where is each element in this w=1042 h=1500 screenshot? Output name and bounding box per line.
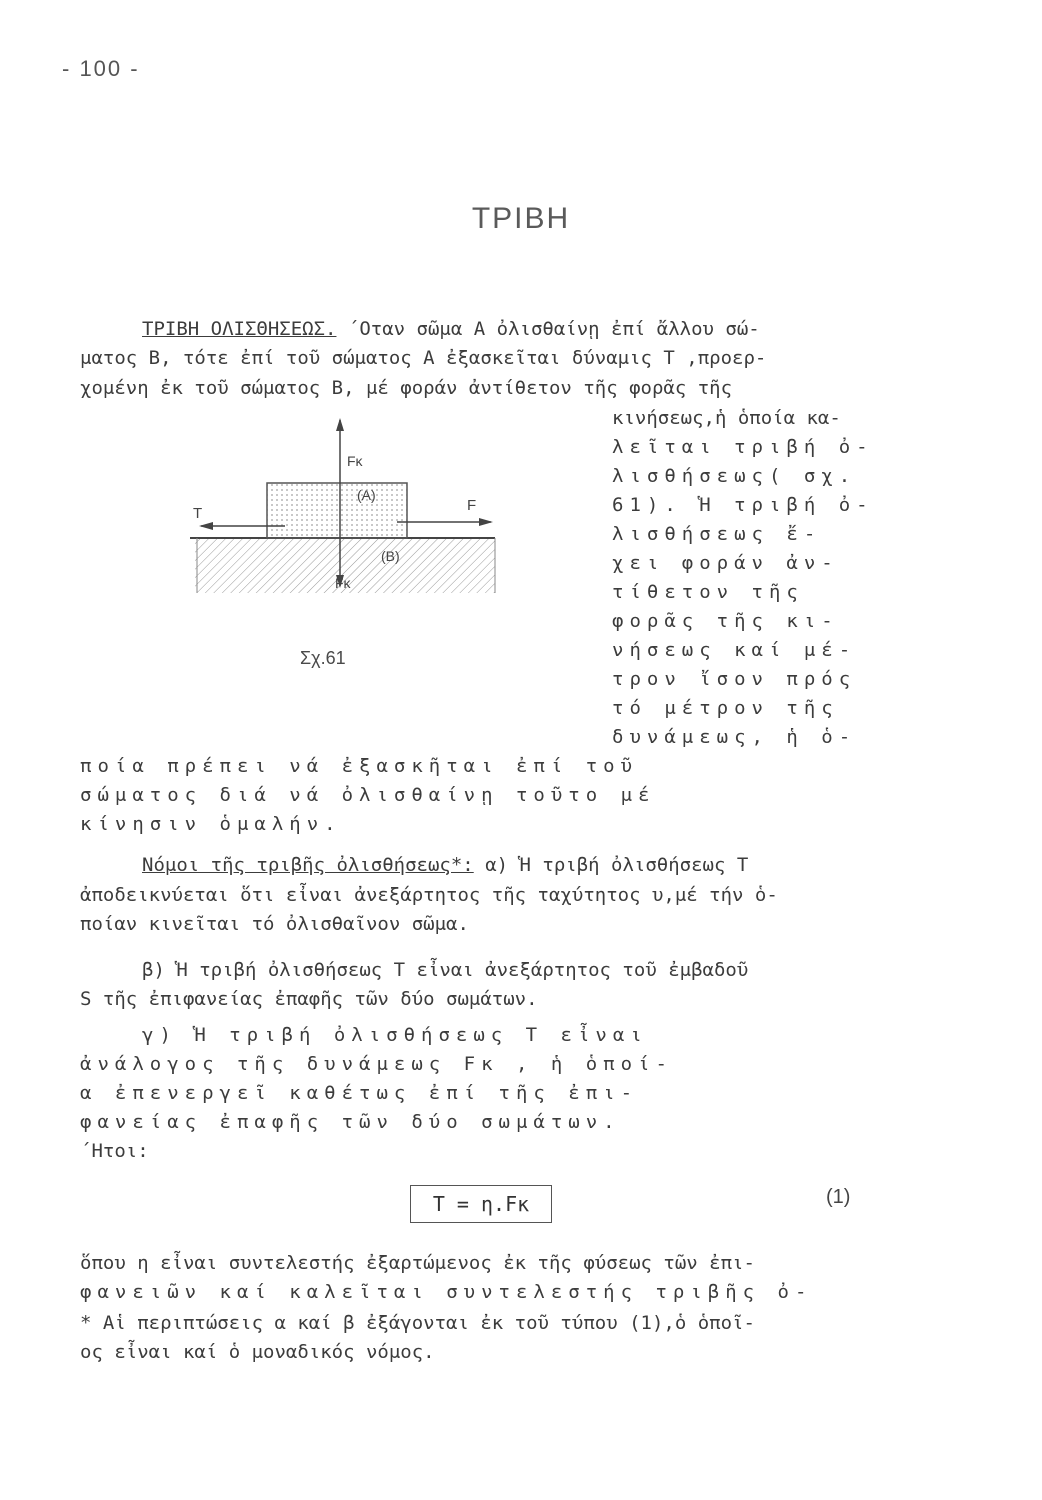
closing-line-1: ὅπου η εἶναι συντελεστής ἐξαρτώμενος ἐκ τῆς φύσεως τῶν ἐπι- <box>80 1252 755 1274</box>
laws-b-line-1: β) Ἡ τριβή ὀλισθήσεως Τ εἶναι ἀνεξάρτητος τοῦ ἐμβαδοῦ <box>142 959 749 981</box>
paragraph-line-3: χομένη ἐκ τοῦ σώματος Β, μέ φοράν ἀντίθετον τῆς φορᾶς τῆς <box>80 377 733 399</box>
paragraph-line-1: ΤΡΙΒΗ ΟΛΙΣΘΗΣΕΩΣ. ΄Οταν σῶμα Α ὀλισθαίνῃ ἐπί ἄλλου σώ- <box>142 318 760 340</box>
label-f: F <box>467 497 477 514</box>
laws-a-line-2: ἀποδεικνύεται ὅτι εἶναι ἀνεξάρτητος τῆς ταχύτητος υ,μέ τήν ὁ- <box>80 884 778 906</box>
full-line-3: κίνησιν ὁμαλήν. <box>80 813 342 835</box>
laws-line-1: Νόμοι τῆς τριβῆς ὀλισθήσεως*: α) Ἡ τριβή ὀλισθήσεως Τ <box>142 854 749 876</box>
laws-c-line-2: ἀνάλογος τῆς δυνάμεως Fκ , ἡ ὁποί- <box>80 1053 673 1075</box>
laws-a-line-3: ποίαν κινεῖται τό ὀλισθαῖνον σῶμα. <box>80 913 469 935</box>
document-page: - 100 - ΤΡΙΒΗ ΤΡΙΒΗ ΟΛΙΣΘΗΣΕΩΣ. ΄Οταν σῶμα Α ὀλισθαίνῃ ἐπί ἄλλου σώ- ματος Β, τότε ἐπί τοῦ σώματος Α ἐξασκεῖται δύναμις Τ ,προερ- χομένη ἐκ τοῦ σώματος Β, μέ φοράν ἀντίθετον τῆς φορᾶς τῆς κινήσεως,ἡ ὁποία κα- λεῖται τριβή ὀ- λισθήσεως( σχ. 61). Ἡ τριβή ὀ- λισθήσεως ἔ- χει φοράν ἀν- τίθετον τῆς φορᾶς τῆς κι- νήσεως καί μέ- τρον ἴσον πρός τό μέτρον τῆς δυνάμεως, ἡ ὁ- Fκ (Α) (Β) Fκ T F Σχ.61 ποία πρέπει νά ἐξασκῆται ἐπί τοῦ σώματος διά νά ὀλισθαίνῃ τοῦτο μέ κίνησιν ὁμαλήν. Νόμοι τῆς τριβῆς ὀλισθήσεως*: α) Ἡ τριβή ὀλισθήσεως Τ ἀποδεικνύεται ὅτι εἶναι ἀνεξάρτητος τῆς ταχύτητος υ,μέ τήν ὁ- ποίαν κινεῖται τό ὀλισθαῖνον σῶμα. β) Ἡ τριβή ὀλισθήσεως Τ εἶναι ἀνεξάρτητος τοῦ ἐμβαδοῦ S τῆς ἐπιφανείας ἐπαφῆς τῶν δύο σωμάτων. γ) Ἡ τριβή ὀλισθήσεως Τ εἶναι ἀνάλογος τῆς δυνάμεως Fκ , ἡ ὁποί- α ἐπενεργεῖ καθέτως ἐπί τῆς ἐπι- φανείας ἐπαφῆς τῶν δύο σωμάτων. ΄Ητοι: T = η.Fκ (1) ὅπου η εἶναι συντελεστής ἐξαρτώμενος ἐκ τῆς φύσεως τῶν ἐπι- φανειῶν καί καλεῖται συντελεστής τριβῆς ὀ- * Αἱ περιπτώσεις α καί β ἐξάγονται ἐκ τοῦ τύπου (1),ὁ ὁποῖ- ος εἶναι καί ὁ μοναδικός νόμος. <box>0 0 1042 1500</box>
laws-c-line-3: α ἐπενεργεῖ καθέτως ἐπί τῆς ἐπι- <box>80 1082 639 1104</box>
section-heading: ΤΡΙΒΗ ΟΛΙΣΘΗΣΕΩΣ. <box>142 318 337 340</box>
laws-c-line-5: ΄Ητοι: <box>80 1140 149 1162</box>
formula-box: T = η.Fκ <box>410 1185 552 1223</box>
label-t: T <box>193 505 203 522</box>
page-title: ΤΡΙΒΗ <box>471 202 571 236</box>
arrow-up-icon <box>336 418 344 431</box>
arrow-left-icon <box>199 522 213 530</box>
full-line-1: ποία πρέπει νά ἐξασκῆται ἐπί τοῦ <box>80 755 639 777</box>
laws-b-line-2: S τῆς ἐπιφανείας ἐπαφῆς τῶν δύο σωμάτων. <box>80 988 538 1010</box>
friction-figure <box>185 248 515 608</box>
body-a <box>267 483 407 538</box>
arrow-right-icon <box>479 518 493 526</box>
footnote-line-1: * Αἱ περιπτώσεις α καί β ἐξάγονται ἐκ τοῦ τύπου (1),ὁ ὁποῖ- <box>80 1312 755 1334</box>
figure-caption: Σχ.61 <box>300 648 346 668</box>
laws-c-line-4: φανείας ἐπαφῆς τῶν δύο σωμάτων. <box>80 1111 621 1133</box>
laws-c-line-1: γ) Ἡ τριβή ὀλισθήσεως Τ εἶναι <box>142 1024 648 1046</box>
label-fk-top: Fκ <box>347 453 363 469</box>
footnote-line-2: ος εἶναι καί ὁ μοναδικός νόμος. <box>80 1341 435 1363</box>
equation-number: (1) <box>826 1186 851 1208</box>
page-number: - 100 - <box>62 56 140 81</box>
paragraph-line-2: ματος Β, τότε ἐπί τοῦ σώματος Α ἐξασκεῖται δύναμις Τ ,προερ- <box>80 347 767 369</box>
label-fk-bottom: Fκ <box>335 575 351 591</box>
full-line-2: σώματος διά νά ὀλισθαίνῃ τοῦτο μέ <box>80 784 656 806</box>
closing-line-2: φανειῶν καί καλεῖται συντελεστής τριβῆς ὀ- <box>80 1281 813 1303</box>
laws-heading: Νόμοι τῆς τριβῆς ὀλισθήσεως*: <box>142 854 474 876</box>
label-body-a: (Α) <box>357 487 376 503</box>
label-body-b: (Β) <box>381 548 400 564</box>
